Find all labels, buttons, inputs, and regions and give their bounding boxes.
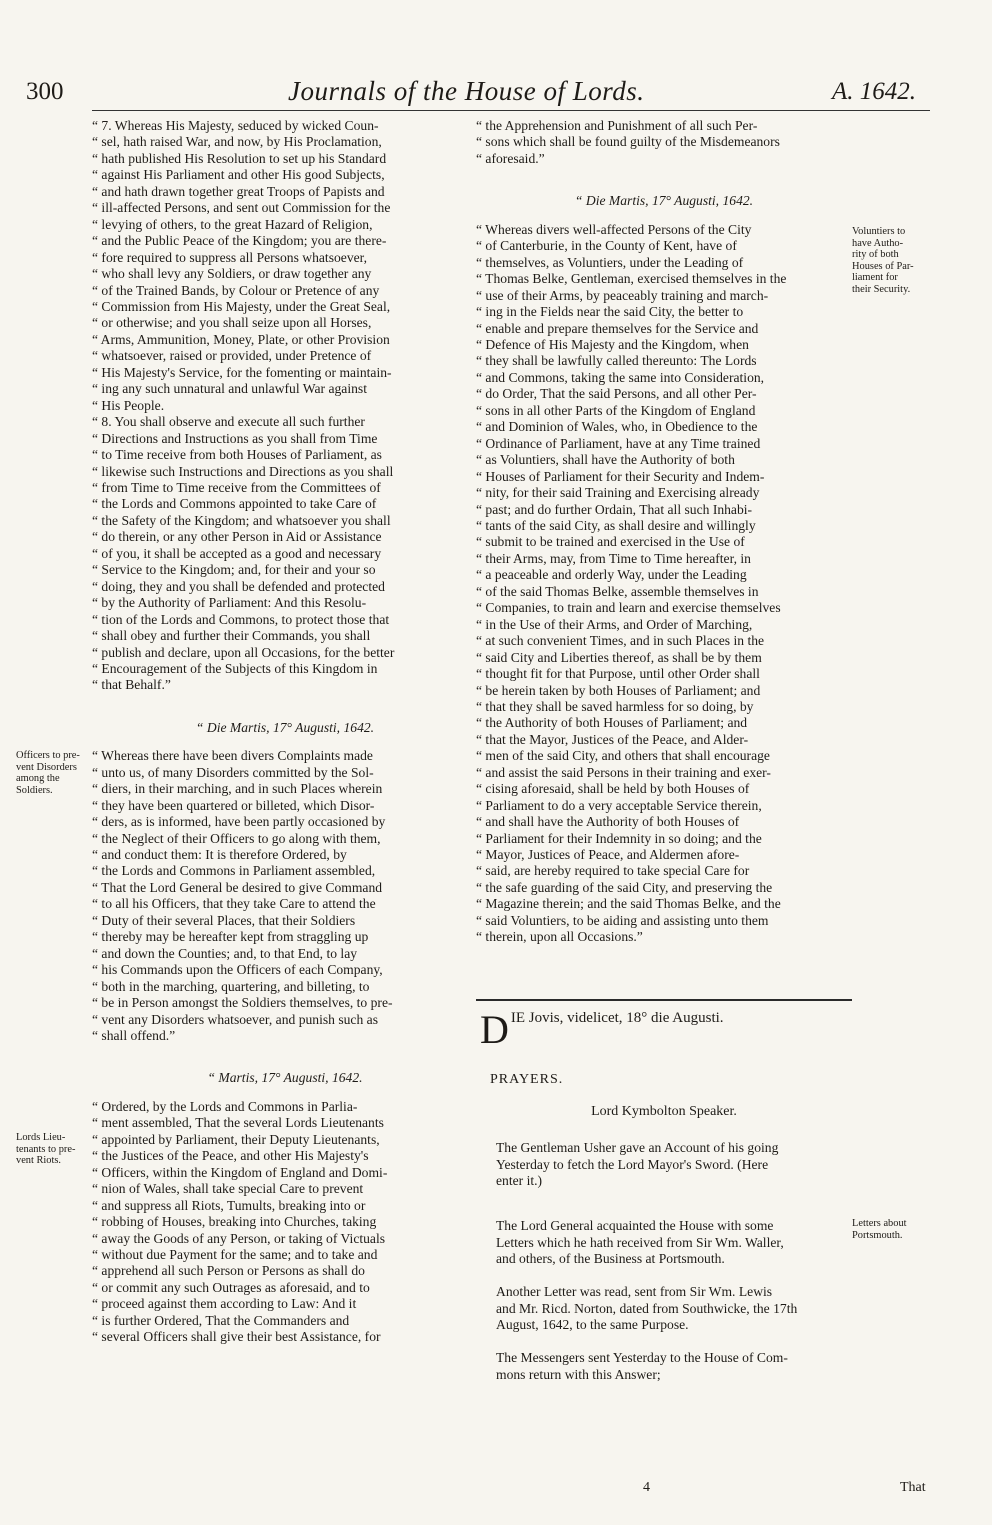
paragraph-riots: “ Ordered, by the Lords and Commons in Parlia- “ ment assembled, That the several Lords Lieutenants “ appointed by Parliament, their Deputy Lieutenants, “ the Justices of the Peace, and other His Majesty's “ Officers, within the Kingdom of England and Domi- “ nion of Wales, shall take special Care to prevent “ and suppress all Riots, Tumults, breaking into or “ robbing of Houses, breaking into Churches, taking “ away the Goods of any Person, or taking of Victuals “ without due Payment for the same; and to take and “ apprehend all such Person or Persons as shall do “ or commit any such Outrages as aforesaid, and to “ proceed against them according to Law: And it “ is further Ordered, That the Commanders and “ several Officers shall give their best Assistance, for	[92, 1098, 388, 1345]
catchword: That	[900, 1480, 926, 1495]
margin-note-officers: Officers to pre- vent Disorders among the Soldiers.	[16, 750, 80, 796]
date-heading: “ Martis, 17° Augusti, 1642.	[207, 1070, 363, 1086]
right-column	[476, 118, 852, 946]
paragraph-letter: Another Letter was read, sent from Sir Wm. Lewis and Mr. Ricd. Norton, dated from Southwicke, the 17th August, 1642, to the same Purpose.	[496, 1284, 798, 1332]
paragraph-article-8: “ 8. You shall observe and execute all such further “ Directions and Instructions as you shall from Time “ to Time receive from both Houses of Parliament, as “ likewise such Instructions and Directions as you shall “ from Time to Time receive from the Committees of “ the Lords and Commons appointed to take Care of “ the Safety of the Kingdom; and whatsoever you shall “ do therein, or any other Person in Aid or Assistance “ of you, it shall be accepted as a good and necessary “ Service to the Kingdom; and, for their and your so “ doing, they and you shall be defended and protected “ by the Authority of Parliament: And this Resolu- “ tion of the Lords and Commons, to protect those that “ shall obey and further their Commands, you shall “ publish and declare, upon all Occasions, for the better “ Encouragement of the Subjects of this Kingdom in “ that Behalf.”	[92, 414, 395, 693]
speaker-line: Lord Kymbolton Speaker.	[591, 1104, 737, 1119]
running-header	[26, 74, 926, 114]
paragraph-continuation: “ the Apprehension and Punishment of all such Per- “ sons which shall be found guilty of the Misdemeanors “ aforesaid.”	[476, 118, 780, 166]
page-number: 300	[26, 78, 64, 105]
drop-cap: D	[480, 1007, 509, 1052]
section-divider	[476, 999, 852, 1001]
running-title: Journals of the House of Lords.	[288, 76, 645, 106]
date-heading: “ Die Martis, 17° Augusti, 1642.	[195, 719, 375, 735]
margin-note-voluntiers: Voluntiers to have Autho- rity of both Houses of Par- liament for their Security.	[852, 226, 914, 295]
paragraph-lord-general: The Lord General acquainted the House with some Letters which he hath received from Sir Wm. Waller, and others, of the Business at Portsmouth.	[496, 1218, 784, 1266]
paragraph-usher: The Gentleman Usher gave an Account of his going Yesterday to fetch the Lord Mayor's Sword. (Here enter it.)	[496, 1140, 779, 1188]
margin-note-letters: Letters about Portsmouth.	[852, 1218, 907, 1241]
prayers-heading: PRAYERS.	[490, 1072, 564, 1087]
paragraph-article-7: “ 7. Whereas His Majesty, seduced by wicked Coun- “ sel, hath raised War, and now, by His Proclamation, “ hath published His Resolution to set up his Standard “ against His Parliament and other His good Subjects, “ and hath drawn together great Troops of Papists and “ ill-affected Persons, and sent out Commission for the “ levying of others, to the great Hazard of Religion, “ and the Public Peace of the Kingdom; you are there- “ fore required to suppress all Persons whatsoever, “ who shall levy any Soldiers, or draw together any “ of the Trained Bands, by Colour or Pretence of any “ Commission from His Majesty, under the Great Seal, “ or otherwise; and you shall seize upon all Horses, “ Arms, Ammunition, Money, Plate, or other Provision “ whatsoever, raised or provided, under Pretence of “ His Majesty's Service, for the fomenting or maintain- “ ing any such unnatural and unlawful War against “ His People.	[92, 118, 392, 413]
day-heading-text: IE Jovis, videlicet, 18° die Augusti.	[510, 1010, 724, 1026]
paragraph-messengers: The Messengers sent Yesterday to the House of Com- mons return with this Answer;	[496, 1350, 788, 1382]
day-heading	[480, 1007, 724, 1052]
left-column	[92, 118, 478, 1346]
margin-note-lords-lieutenants: Lords Lieu- tenants to pre- vent Riots.	[16, 1132, 76, 1166]
paragraph-disorders: “ Whereas there have been divers Complaints made “ unto us, of many Disorders committed by the Sol- “ diers, in their marching, and in such Places wherein “ they have been quartered or billeted, which Disor- “ ders, as is informed, have been partly occasioned by “ the Neglect of their Officers to go along with them, “ and conduct them: It is therefore Ordered, by “ the Lords and Commons in Parliament assembled, “ That the Lord General be desired to give Command “ to all his Officers, that they take Care to attend the “ Duty of their several Places, that their Soldiers “ thereby may be hereafter kept from straggling up “ and down the Counties; and, to that End, to lay “ his Commands upon the Officers of each Company, “ both in the marching, quartering, and billeting, to “ be in Person amongst the Soldiers themselves, to pre- “ vent any Disorders whatsoever, and punish such as “ shall offend.”	[92, 748, 393, 1044]
year-heading: A. 1642.	[832, 78, 917, 105]
header-rule	[92, 110, 930, 111]
paragraph-voluntiers: “ Whereas divers well-affected Persons of the City “ of Canterburie, in the County of Kent, have of “ themselves, as Voluntiers, under the Leading of “ Thomas Belke, Gentleman, exercised themselves in the “ use of their Arms, by peaceably training and march- “ ing in the Fields near the said City, the better to “ enable and prepare themselves for the Service and “ Defence of His Majesty and the Kingdom, when “ they shall be lawfully called thereunto: The Lords “ and Commons, taking the same into Consideration, “ do Order, That the said Persons, and all other Per- “ sons in all other Parts of the Kingdom of England “ and Dominion of Wales, who, in Obedience to the “ Ordinance of Parliament, have at any Time trained “ as Voluntiers, shall have the Authority of both “ Houses of Parliament for their Security and Indem- “ nity, for their said Training and Exercising already “ past; and do further Ordain, That all such Inhabi- “ tants of the said City, as shall desire and willingly “ submit to be trained and exercised in the Use of “ their Arms, may, from Time to Time hereafter, in “ a peaceable and orderly Way, under the Leading “ of the said Thomas Belke, assemble themselves in “ Companies, to train and learn and exercise themselves “ in the Use of their Arms, and Order of Marching, “ at such convenient Times, and in such Places in the “ said City and Liberties thereof, as shall be by them “ thought fit for that Purpose, until other Order shall “ be herein taken by both Houses of Parliament; and “ that they shall be saved harmless for so doing, by “ the Authority of both Houses of Parliament; and “ that the Mayor, Justices of the Peace, and Alder- “ men of the said City, and others that shall encourage “ and assist the said Persons in their training and exer- “ cising aforesaid, shall be held by both Houses of “ Parliament to do a very acceptable Service therein, “ and shall have the Authority of both Houses of “ Parliament for their Indemnity in so doing; and the “ Mayor, Justices of Peace, and Aldermen afore- “ said, are hereby required to take special Care for “ the safe guarding of the said City, and preserving the “ Magazine therein; and the said Thomas Belke, and the “ said Voluntiers, to be aiding and assisting unto them “ therein, upon all Occasions.”	[476, 221, 787, 945]
signature-mark: 4	[643, 1480, 650, 1495]
date-heading: “ Die Martis, 17° Augusti, 1642.	[574, 193, 754, 209]
